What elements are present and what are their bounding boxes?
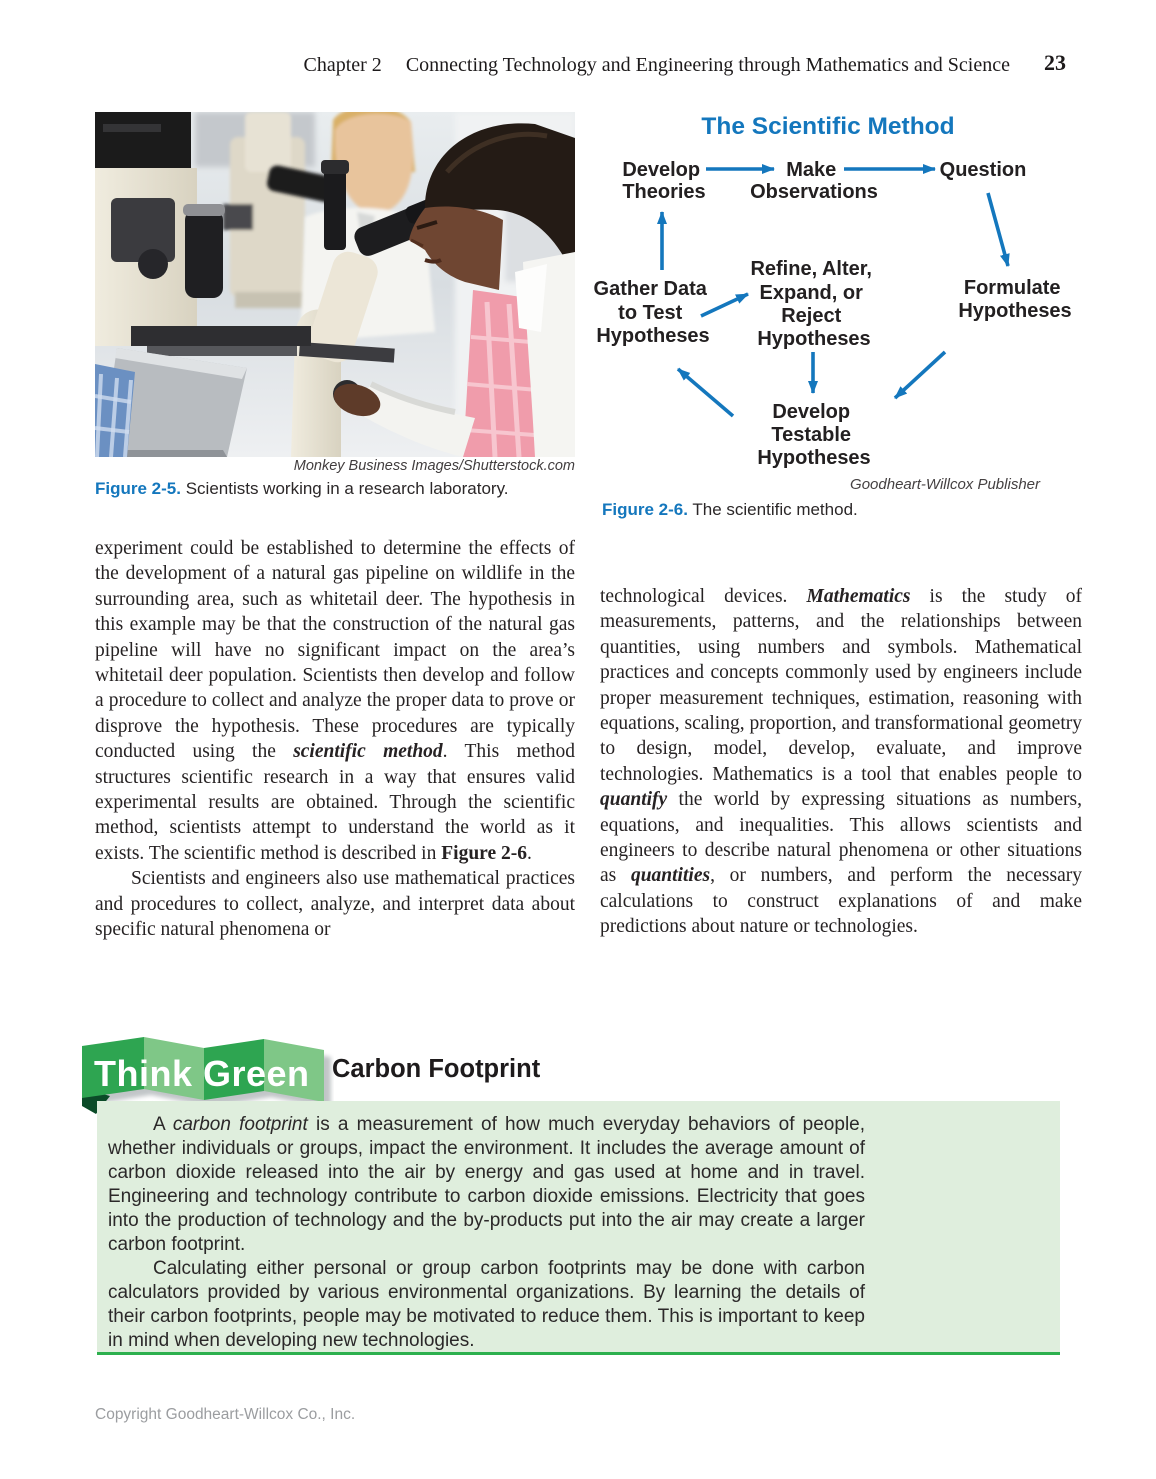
paragraph: Scientists and engineers also use mathematical practices and procedures to collect, analyze, and interpret data about specific natural phenomena or xyxy=(95,868,575,941)
figure-2-5-caption xyxy=(95,479,590,499)
paragraph: Calculating either personal or group carbon footprints may be done with carbon calculators provided by various environmental organizations. By learning the details of their carbon footprints, people may be motivated to reduce them. This is important to keep in mind when developing new technologies. xyxy=(108,1258,865,1351)
diagram-node-question: Question xyxy=(939,159,1027,181)
diagram-credit: Goodheart-Willcox Publisher xyxy=(850,476,1040,493)
diagram-node-refine: Refine, Alter, Expand, or Reject Hypotheses xyxy=(750,258,872,350)
figure-2-6-caption xyxy=(602,500,1082,520)
chapter-label: Chapter 2 xyxy=(303,54,382,76)
figure-2-6-caption-text: The scientific method. xyxy=(692,500,858,519)
body-column-right xyxy=(600,584,1082,940)
think-green-heading: Carbon Footprint xyxy=(332,1055,541,1083)
diagram-node-make-observations: Make Observations xyxy=(750,159,878,203)
think-green-banner-label: Think Green xyxy=(94,1053,310,1094)
figure-2-5-label: Figure 2-5. xyxy=(95,479,181,498)
copyright-notice: Copyright Goodheart-Willcox Co., Inc. xyxy=(95,1406,356,1423)
paragraph: technological devices. Mathematics is the study of measurements, patterns, and the relationships between quantities, using numbers and symbols. Mathematical practices and concepts commonly used by engineers include proper measurement techniques, estimation, reasoning with equations, scaling, proportion, and transformational geometry to design, model, develop, evaluate, and improve technologies. Mathematics is a tool that enables people to quantify the world by expressing situations as numbers, equations, and inequalities. This allows scientists and engineers to describe natural phenomena or other situations as quantities, or numbers, and perform the necessary calculations to construct explanations of and make predictions about nature or technologies. xyxy=(600,586,1082,938)
paragraph: experiment could be established to determine the effects of the development of a natural gas pipeline on wildlife in the surrounding area, such as whitetail deer. The hypothesis in this example may be that the construction of the natural gas pipeline will have no significant impact on the area’s whitetail deer population. Scientists then develop and follow a procedure to collect and analyze the proper data to prove or disprove the hypothesis. These procedures are typically conducted using the scientific method. This method structures scientific research in a way that ensures valid experimental results are obtained. Through the scientific method, scientists attempt to understand the world as it exists. The scientific method is described in Figure 2-6. xyxy=(95,538,575,864)
lab-photo-illustration xyxy=(95,112,575,457)
figure-2-6-label: Figure 2-6. xyxy=(602,500,688,519)
think-green-text xyxy=(108,1113,865,1353)
photo-credit: Monkey Business Images/Shutterstock.com xyxy=(293,458,575,474)
diagram-node-develop-theories: Develop Theories xyxy=(622,159,706,203)
page-number: 23 xyxy=(1044,50,1066,75)
running-head xyxy=(304,54,1011,77)
scientific-method-diagram xyxy=(590,100,1150,500)
paragraph: A carbon footprint is a measurement of how much everyday behaviors of people, whether individuals or groups, impact the environment. It includes the average amount of carbon dioxide released into the air by energy and gas used at home and in travel. Engineering and technology contribute to carbon dioxide emissions. Electricity that goes into the production of technology and the by-products put into the air may create a larger carbon footprint. xyxy=(108,1114,866,1255)
body-column-left xyxy=(95,536,575,943)
chapter-title: Connecting Technology and Engineering through Mathematics and Science xyxy=(405,54,1010,76)
diagram-node-develop-testable: Develop Testable Hypotheses xyxy=(757,401,871,469)
diagram-node-formulate: Formulate Hypotheses xyxy=(958,277,1072,322)
diagram-title: The Scientific Method xyxy=(701,113,955,140)
diagram-node-gather-data: Gather Data to Test Hypotheses xyxy=(593,278,710,347)
think-green-box xyxy=(97,1101,1060,1355)
figure-2-5-caption-text: Scientists working in a research laboratory. xyxy=(185,479,509,498)
figure-2-5-photo xyxy=(95,112,575,457)
